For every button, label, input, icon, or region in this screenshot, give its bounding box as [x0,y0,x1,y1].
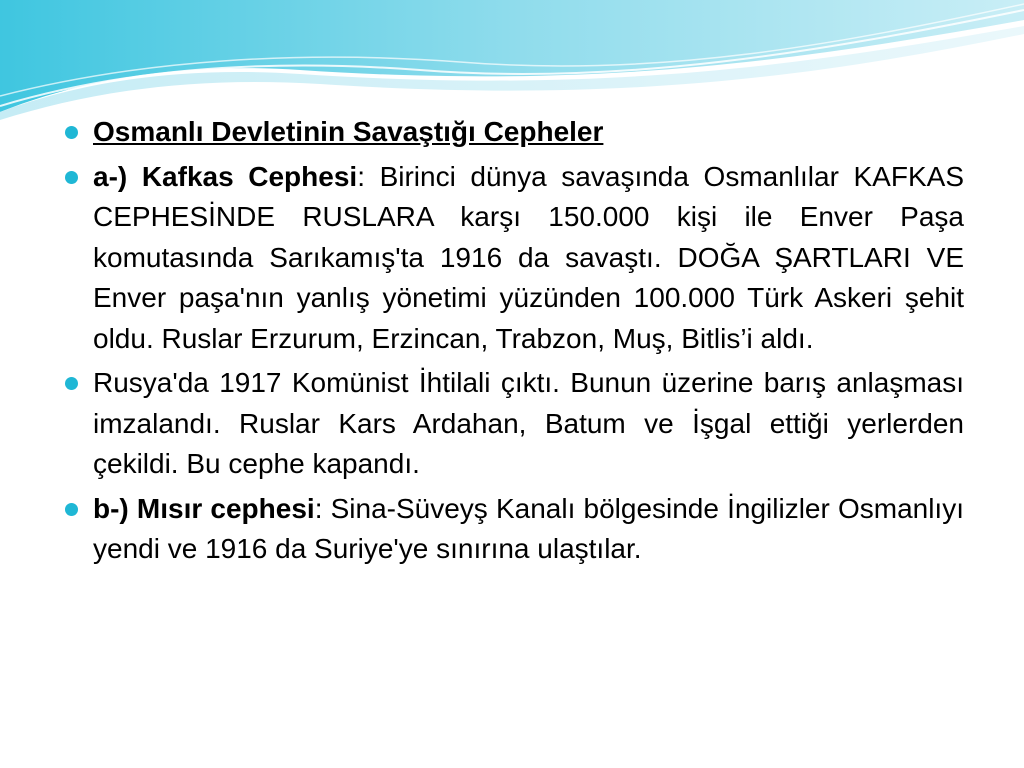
bullet-dot-icon [65,503,78,516]
bullet-item-title [62,112,964,153]
bullet-item-rusya [62,363,964,485]
bullet-lead: b-) Mısır cephesi [93,492,315,524]
bullet-text: : Birinci dünya savaşında Osmanlılar KAFKAS CEPHESİNDE RUSLARA karşı 150.000 kişi ile Enver Paşa komutasında Sarıkamış'ta 1916 da savaştı. DOĞA ŞARTLARI VE Enver paşa'nın yanlış yönetimi yüzünden 100.000 Türk Askeri şehit oldu. Ruslar Erzurum, Erzincan, Trabzon, Muş, Bitlis’i aldı. [93,160,964,354]
bullet-item-kafkas [62,157,964,360]
slide-title: Osmanlı Devletinin Savaştığı Cepheler [93,116,604,147]
bullet-dot-icon [65,171,78,184]
bullet-item-misir [62,489,964,570]
bullet-dot-icon [65,377,78,390]
bullet-dot-icon [65,126,78,139]
bullet-text: : Sina-Süveyş Kanalı bölgesinde İngilizler Osmanlıyı yendi ve 1916 da Suriye'ye sınırına ulaştılar. [93,492,964,564]
bullet-lead: a-) Kafkas Cephesi [93,160,358,192]
bullet-list [62,112,964,574]
bullet-text: Rusya'da 1917 Komünist İhtilali çıktı. Bunun üzerine barış anlaşması imzalandı. Ruslar Kars Ardahan, Batum ve İşgal ettiği yerlerden çekildi. Bu cephe kapandı. [93,367,964,479]
header-wave-decoration [0,0,1024,130]
